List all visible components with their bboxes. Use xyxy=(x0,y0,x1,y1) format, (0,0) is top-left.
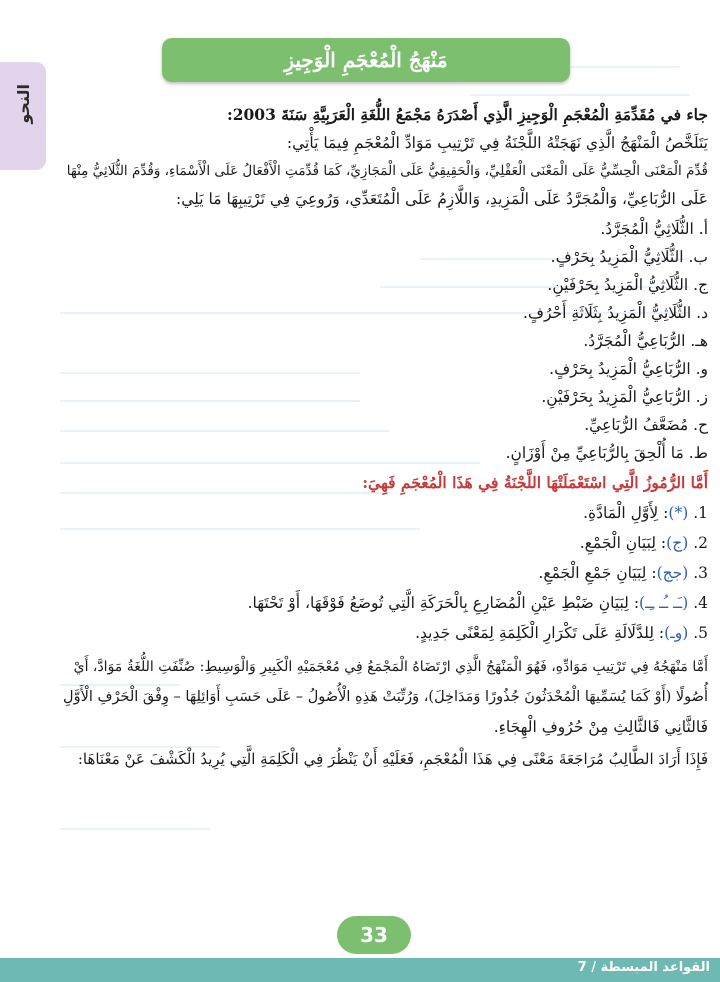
symbol-glyph: (وـ) xyxy=(664,624,689,642)
symbol-item xyxy=(538,562,708,584)
symbol-number: 4. xyxy=(693,594,708,612)
symbol-number: 2. xyxy=(693,534,708,552)
order-list-item: ب. الثُّلَاثِيُّ الْمَزِيدُ بِحَرْفٍ. xyxy=(550,248,708,266)
footer-bar xyxy=(0,958,720,982)
symbol-glyph: (ـَـ ـُـ ـِـ) xyxy=(639,594,689,612)
intro-line-1: جاء في مُقَدِّمَةِ الْمُعْجَمِ الْوَجِيزِ الَّذِي أَصْدَرَهُ مَجْمَعُ اللُّغَةِ الْعَرَبِيَّةِ سَنَةَ 2003: xyxy=(227,105,708,124)
symbol-item xyxy=(580,532,708,554)
symbol-item xyxy=(248,592,708,614)
symbol-item xyxy=(583,502,708,524)
closing-line: فَإِذَا أَرَادَ الطَّالِبُ مُرَاجَعَةَ مَعْنًى فِي هَذَا الْمُعْجَمِ، فَعَلَيْهِ أَنْ يَنْظُرَ فِي الْكَلِمَةِ الَّتِي يُرِيدُ الْكَشْفَ عَنْ مَعْنَاهَا: xyxy=(77,750,708,768)
order-list-item: ز. الرُّبَاعِيُّ الْمَزِيدُ بِحَرْفَيْنِ. xyxy=(541,388,708,406)
symbol-glyph: (*) xyxy=(668,504,689,522)
order-list-item: و. الرُّبَاعِيُّ الْمَزِيدُ بِحَرْفٍ. xyxy=(549,360,708,378)
intro-line-4: عَلَى الرُّبَاعِيِّ، وَالْمُجَرَّدُ عَلَى الْمَزِيدِ، وَاللَّازِمُ عَلَى الْمُتَعَدِّي، وَرُوعِيَ فِي تَرْتِيبِهَا مَا يَلِي: xyxy=(176,190,708,208)
intro-line-3: قُدِّمَ الْمَعْنَى الْحِسِّيُّ عَلَى الْمَعْنَى الْعَقْلِيِّ، وَالْحَقِيقِيُّ عَلَى الْمَجَازِيِّ، كَمَا قُدِّمَتِ الْأَفْعَالُ عَلَى الْأَسْمَاءِ، وَقُدِّمَ الثُّلَاثِيُّ مِنْهَا xyxy=(66,163,708,179)
page-title: مَنْهَجُ الْمُعْجَمِ الْوَجِيزِ xyxy=(162,38,570,82)
order-list-item: ج. الثُّلَاثِيُّ الْمَزِيدُ بِحَرْفَيْنِ. xyxy=(547,276,708,294)
symbols-heading: أَمَّا الرُّمُوزُ الَّتِي اسْتَعْمَلَتْهَا اللَّجْنَةُ فِي هَذَا الْمُعْجَمِ فَهِيَ: xyxy=(362,473,708,492)
chapter-side-tab xyxy=(0,62,46,170)
symbol-glyph: (جج) xyxy=(656,564,689,582)
order-list-item: ح. مُضَعَّفُ الرُّبَاعِيِّ. xyxy=(584,416,708,434)
order-list-item: أ. الثُّلَاثِيُّ الْمُجَرَّدُ. xyxy=(600,220,708,238)
footer-book-title: القواعد المبسطة / 7 xyxy=(577,960,710,975)
order-list-item: د. الثُّلَاثِيُّ الْمَزِيدُ بِثَلَاثَةِ أَحْرُفٍ. xyxy=(522,304,708,322)
order-list-item: ط. مَا أُلْحِقَ بِالرُّبَاعِيِّ مِنْ أَوْزَانٍ. xyxy=(505,444,708,462)
symbol-description: : لِأَوَّلِ الْمَادَّةِ. xyxy=(583,504,669,522)
method-line-3: فَالثَّانِي فَالثَّالِثِ مِنْ حُرُوفِ الْهِجَاءِ. xyxy=(493,718,708,736)
symbol-description: : لِبَيَانِ الْجَمْعِ. xyxy=(579,534,667,552)
symbol-item xyxy=(415,622,708,644)
page-number-badge: 33 xyxy=(337,916,411,954)
order-list-item: هـ. الرُّبَاعِيُّ الْمُجَرَّدُ. xyxy=(583,332,708,350)
symbol-glyph: (ج) xyxy=(666,534,689,552)
intro-line-2: يَتَلَخَّصُ الْمَنْهَجُ الَّذِي نَهَجَتْهُ اللَّجْنَةُ فِي تَرْتِيبِ مَوَادِّ الْمُعْجَمِ فِيمَا يَأْتِي: xyxy=(286,134,708,152)
chapter-side-tab-label: النحو xyxy=(13,84,33,124)
symbol-description: : لِبَيَانِ جَمْعِ الْجَمْعِ. xyxy=(538,564,657,582)
symbol-description: : لِلدَّلَالَةِ عَلَى تَكْرَارِ الْكَلِمَةِ لِمَعْنًى جَدِيدٍ. xyxy=(415,624,665,642)
method-line-1: أَمَّا مَنْهَجُهُ فِي تَرْتِيبِ مَوَادِّهِ، فَهُوَ الْمَنْهَجُ الَّذِي ارْتَضَاهُ الْمَجْمَعُ فِي مُعْجَمَيْهِ الْكَبِيرِ وَالْوَسِيطِ: صُنِّفَتِ اللُّغَةُ مَوَادَّ، أَيْ xyxy=(73,659,708,675)
method-line-2: أُصُولًا (أَوْ كَمَا يُسَمِّيهَا الْمُحْدَثُونَ جُذُورًا وَمَدَاخِلَ)، وَرُتِّبَتْ هَذِهِ الْأُصُولُ – عَلَى حَسَبِ أَوَائِلِهَا – وِفْقَ الْحَرْفِ الْأَوَّلِ xyxy=(63,689,708,705)
symbol-number: 3. xyxy=(693,564,708,582)
symbol-number: 5. xyxy=(693,624,708,642)
symbol-description: : لِبَيَانِ ضَبْطِ عَيْنِ الْمُضَارِعِ بِالْحَرَكَةِ الَّتِي تُوضَعُ فَوْقَهَا، أَوْ تَحْتَهَا. xyxy=(247,594,640,612)
symbol-number: 1. xyxy=(693,504,708,522)
